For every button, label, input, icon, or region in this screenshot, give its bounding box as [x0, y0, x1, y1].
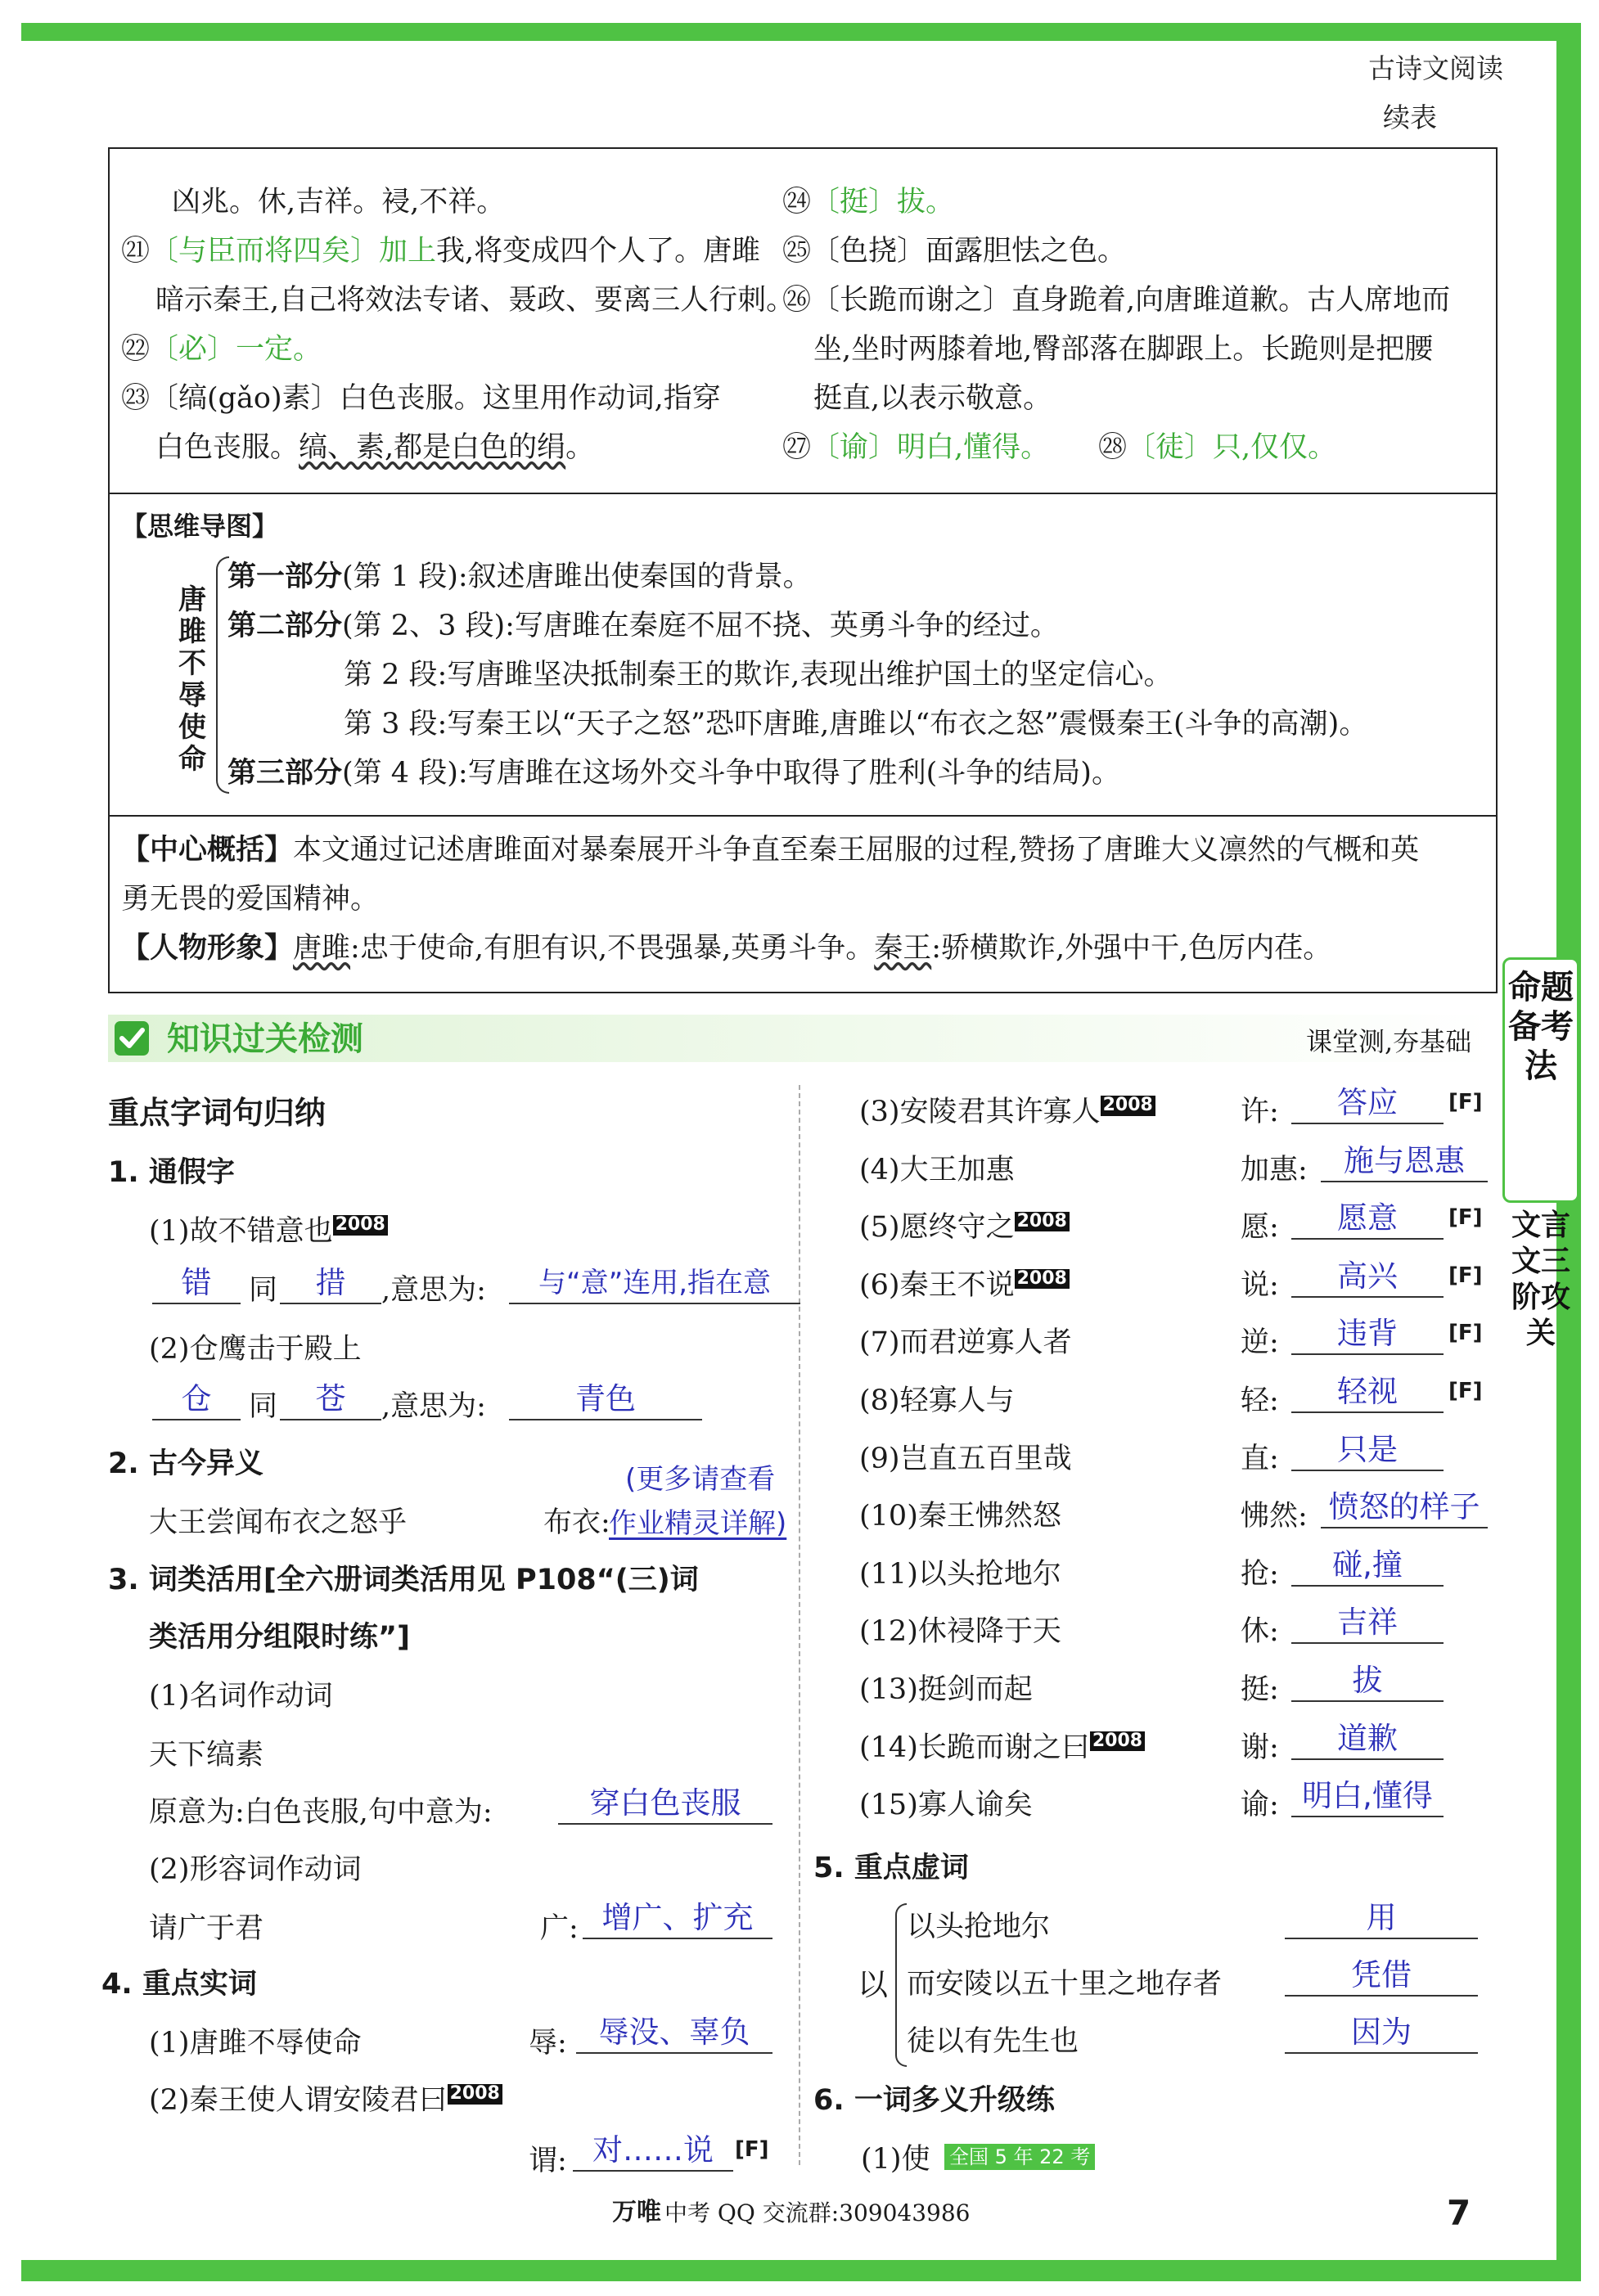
label-same: 同 [249, 1390, 278, 1423]
note-26: ㉖〔长跪而谢之〕直身跪着,向唐雎道歉。古人席地而 [782, 284, 1451, 317]
year-badge: 2008 [333, 1215, 388, 1235]
s1-q1: (1)故不错意也 2008 [149, 1214, 388, 1249]
question-row [859, 1442, 1072, 1476]
answer-field[interactable]: 苍 [280, 1383, 381, 1420]
question-row [859, 1557, 1061, 1591]
note-22: ㉒〔必〕一定。 [121, 333, 322, 366]
note-23-cont: 白色丧服。缟、素,都是白色的绢。 [155, 431, 595, 464]
answer-field[interactable]: 青色 [509, 1383, 702, 1420]
section-header: 古诗文阅读 [1368, 52, 1503, 84]
s2-q: 大王尝闻布衣之怒乎 [149, 1506, 408, 1539]
question-row [859, 1788, 1033, 1822]
question-row [859, 1384, 1015, 1418]
question-row [859, 1731, 1145, 1765]
s5-title: 5. 重点虚词 [813, 1852, 969, 1884]
word-label: 抢: [1241, 1557, 1279, 1591]
mindmap-part1: 第一部分(第 1 段):叙述唐雎出使秦国的背景。 [227, 560, 812, 593]
tag-f: [F] [735, 2137, 769, 2162]
s3-q1: 天下缟素 [149, 1739, 264, 1772]
word-label: 轻: [1241, 1384, 1279, 1417]
answer-field[interactable]: 增广、扩充 [583, 1902, 772, 1939]
s4-q1: (1)唐雎不辱使命 [149, 2027, 362, 2060]
particle-sentence: 徒以有先生也 [907, 2025, 1079, 2058]
s1-q2: (2)仓鹰击于殿上 [149, 1333, 362, 1366]
s3-sub2: (2)形容词作动词 [149, 1853, 362, 1886]
question-row [859, 1326, 1072, 1360]
year-badge: 2008 [448, 2084, 502, 2104]
s3-title-cont: 类活用分组限时练”] [149, 1621, 410, 1654]
continued-label: 续表 [1383, 101, 1437, 133]
s5-char: 以 [858, 1967, 888, 2002]
mindmap-box [108, 493, 1498, 817]
answer-field[interactable]: 碰,撞 [1291, 1549, 1444, 1587]
checkmark-icon [115, 1021, 149, 1056]
answer-field[interactable]: 只是 [1291, 1434, 1444, 1471]
brand-logo: 万唯 [612, 2198, 661, 2226]
label-same: 同 [249, 1274, 278, 1307]
year-badge: 2008 [1090, 1731, 1145, 1751]
s4-q2-word: 谓: [529, 2145, 567, 2177]
note-26-cont: 坐,坐时两膝着地,臀部落在脚跟上。长跪则是把腰 [813, 333, 1434, 366]
answer-field[interactable]: 答应 [1291, 1087, 1444, 1124]
s3-q2: 请广于君 [149, 1912, 264, 1945]
answer-field[interactable]: 因为 [1285, 2016, 1478, 2054]
word-label: 谕: [1241, 1789, 1279, 1822]
year-badge: 2008 [1015, 1269, 1070, 1289]
answer-field[interactable]: 对……说 [573, 2134, 733, 2172]
mindmap-root: 唐雎不辱使命 [178, 583, 206, 776]
center-summary-cont: 勇无畏的爱国精神。 [121, 883, 380, 916]
note-26-cont: 挺直,以表示敬意。 [813, 382, 1052, 415]
question-row [859, 1268, 1070, 1303]
s5-bracket [895, 1903, 907, 2067]
answer-field[interactable]: 高兴 [1291, 1260, 1444, 1298]
particle-sentence: 以头抢地尔 [907, 1911, 1051, 1943]
word-label: 许: [1241, 1096, 1279, 1128]
answer-field[interactable]: 吉祥 [1291, 1606, 1444, 1644]
answer-field[interactable]: 违背 [1291, 1317, 1444, 1355]
s3-title: 3. 词类活用[全六册词类活用见 P108“(三)词 [108, 1564, 699, 1596]
section-title: 知识过关检测 [167, 1020, 363, 1058]
s1-title: 1. 通假字 [108, 1156, 235, 1189]
note-23: ㉓〔缟(gǎo)素〕白色丧服。这里用作动词,指穿 [121, 382, 721, 415]
question-text: (14)长跪而谢之曰 [859, 1731, 1090, 1764]
s4-q2: (2)秦王使人谓安陵君曰 2008 [149, 2083, 502, 2118]
question-text: (4)大王加惠 [859, 1153, 1015, 1186]
s4-title: 4. 重点实词 [101, 1968, 257, 2001]
answer-field[interactable]: 凭借 [1285, 1959, 1478, 1997]
bottom-green-border [21, 2260, 1576, 2281]
word-label: 休: [1241, 1615, 1279, 1649]
s4-q1-word: 辱: [529, 2027, 567, 2060]
center-summary: 【中心概括】本文通过记述唐雎面对暴秦展开斗争直至秦王屈服的过程,赞扬了唐雎大义凛然的气概和英 [121, 834, 1420, 867]
s3-sub1: (1)名词作动词 [149, 1680, 333, 1713]
word-label: 挺: [1241, 1673, 1279, 1706]
mindmap-part2-sub2: 第 3 段:写秦王以“天子之怒”恐吓唐雎,唐雎以“布衣之怒”震慑秦王(斗争的高潮)。 [344, 708, 1368, 741]
side-tab-exam-method[interactable]: 命题备考法 [1502, 957, 1579, 1203]
question-row [859, 1210, 1070, 1245]
question-text: (10)秦王怫然怒 [859, 1500, 1061, 1533]
question-text: (3)安陵君其许寡人 [859, 1096, 1101, 1128]
answer-field[interactable]: 愤怒的样子 [1321, 1491, 1488, 1528]
year-badge: 2008 [1015, 1212, 1070, 1231]
s2-title: 2. 古今异义 [108, 1447, 263, 1480]
note-line: 凶兆。休,吉祥。祲,不祥。 [172, 186, 506, 218]
note-28: ㉘〔徒〕只,仅仅。 [1098, 431, 1337, 464]
answer-field[interactable]: 仓 [152, 1383, 241, 1420]
word-label: 逆: [1241, 1326, 1279, 1360]
answer-field[interactable]: 穿白色丧服 [558, 1787, 772, 1825]
summary-box [108, 815, 1498, 993]
word-label: 说: [1241, 1268, 1279, 1302]
top-green-border [21, 23, 1576, 41]
answer-field[interactable]: 用 [1285, 1902, 1478, 1939]
question-row [859, 1153, 1015, 1187]
note-24: ㉔〔挺〕拔。 [782, 186, 955, 218]
question-text: (5)愿终守之 [859, 1211, 1015, 1245]
answer-field[interactable]: 轻视 [1291, 1375, 1444, 1413]
tag-f: [F] [1448, 1263, 1483, 1288]
mindmap-part3: 第三部分(第 4 段):写唐雎在这场外交斗争中取得了胜利(斗争的结局)。 [227, 757, 1120, 790]
word-label: 谢: [1241, 1731, 1279, 1764]
answer-field[interactable]: 辱没、辜负 [576, 2016, 772, 2054]
answer-field[interactable]: 措 [280, 1267, 381, 1304]
word-label: 怫然: [1241, 1500, 1308, 1533]
word-label: 加惠: [1241, 1153, 1308, 1186]
question-text: (6)秦王不说 [859, 1268, 1015, 1302]
question-row [859, 1614, 1061, 1649]
mindmap-title: 【思维导图】 [121, 511, 279, 542]
hint-text: (更多请查看 [625, 1463, 776, 1496]
section-subtitle: 课堂测,夯基础 [1306, 1026, 1472, 1057]
question-text: (12)休祲降于天 [859, 1615, 1061, 1649]
notes-box [108, 147, 1498, 494]
s3-q1-orig: 原意为:白色丧服,句中意为: [149, 1796, 493, 1829]
answer-field[interactable]: 明白,懂得 [1291, 1780, 1444, 1817]
note-25: ㉕〔色挠〕面露胆怯之色。 [782, 235, 1127, 268]
label-meaning: ,意思为: [381, 1390, 486, 1423]
question-row [859, 1095, 1155, 1129]
s6-title: 6. 一词多义升级练 [813, 2084, 1055, 2117]
answer-field[interactable]: 错 [152, 1267, 241, 1304]
word-label: 直: [1241, 1442, 1279, 1475]
tag-f: [F] [1448, 1090, 1483, 1114]
note-21-cont: 暗示秦王,自己将效法专诸、聂政、要离三人行刺。 [155, 284, 795, 317]
label-meaning: ,意思为: [381, 1274, 486, 1307]
hint-text: 作业精灵详解) [609, 1507, 787, 1540]
note-27: ㉗〔谕〕明白,懂得。 [782, 431, 1050, 464]
answer-field[interactable]: 拔 [1291, 1664, 1444, 1702]
question-text: (7)而君逆寡人者 [859, 1326, 1072, 1360]
column-divider [799, 1085, 800, 2165]
tag-f: [F] [1448, 1321, 1483, 1346]
question-text: (9)岂直五百里哉 [859, 1442, 1072, 1475]
word-label: 愿: [1241, 1211, 1279, 1245]
answer-field[interactable]: 施与恩惠 [1321, 1145, 1488, 1182]
page-number: 7 [1447, 2193, 1471, 2233]
answer-field[interactable]: 愿意 [1291, 1202, 1444, 1240]
question-text: (15)寡人谕矣 [859, 1789, 1033, 1822]
tag-f: [F] [1448, 1379, 1483, 1403]
particle-sentence: 而安陵以五十里之地存者 [907, 1968, 1223, 2001]
footer-text: 中考 QQ 交流群:309043986 [664, 2199, 971, 2226]
answer-field[interactable]: 与“意”连用,指在意 [509, 1267, 800, 1304]
s3-q2-word: 广: [540, 1912, 579, 1945]
question-row [859, 1499, 1061, 1533]
left-heading: 重点字词句归纳 [108, 1095, 327, 1131]
answer-field[interactable]: 道歉 [1291, 1722, 1444, 1760]
mindmap-part2: 第二部分(第 2、3 段):写唐雎在秦庭不屈不挠、英勇斗争的经过。 [227, 610, 1059, 642]
figure-image: 【人物形象】唐雎:忠于使命,有胆有识,不畏强暴,英勇斗争。秦王:骄横欺诈,外强中干,色厉内荏。 [121, 932, 1332, 965]
question-text: (11)以头抢地尔 [859, 1557, 1061, 1591]
side-tab-classical-chinese[interactable]: 文言文三阶攻关 [1511, 1209, 1570, 1350]
mindmap-part2-sub1: 第 2 段:写唐雎坚决抵制秦王的欺诈,表现出维护国土的坚定信心。 [344, 659, 1173, 691]
s6-q1: (1)使 [861, 2143, 930, 2176]
s2-word: 布衣: [543, 1506, 610, 1539]
question-row [859, 1672, 1033, 1707]
question-text: (8)轻寡人与 [859, 1384, 1015, 1417]
question-text: (13)挺剑而起 [859, 1673, 1033, 1706]
exam-count-badge: 全国 5 年 22 考 [944, 2144, 1095, 2170]
year-badge: 2008 [1101, 1096, 1155, 1115]
tag-f: [F] [1448, 1205, 1483, 1231]
note-21: ㉑〔与臣而将四矣〕加上我,将变成四个人了。唐雎 [121, 235, 761, 268]
